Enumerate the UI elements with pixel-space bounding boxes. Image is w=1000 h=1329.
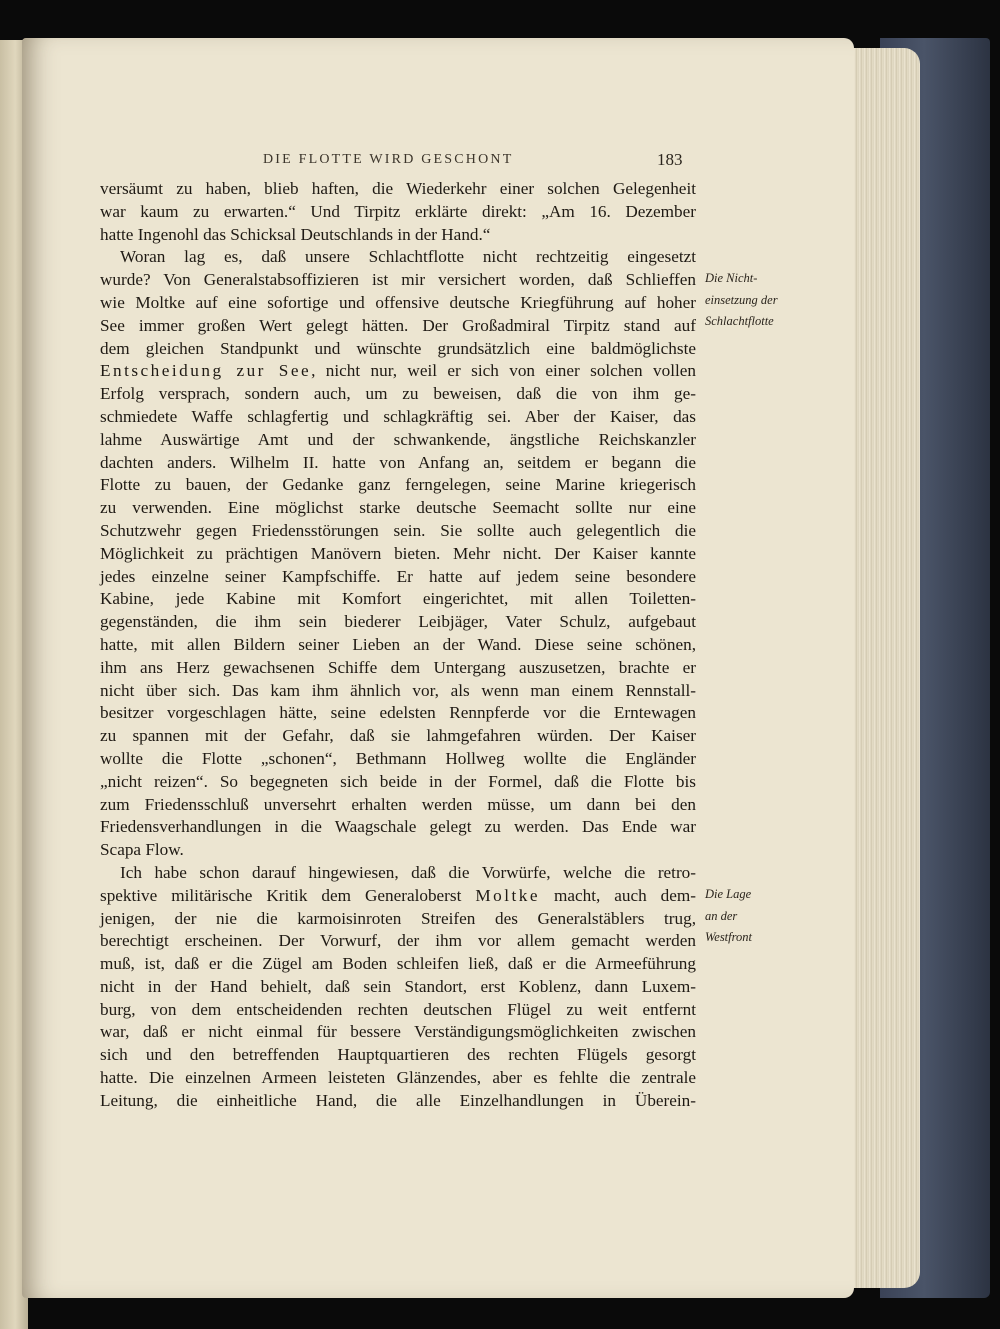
margin-note-line: Die Lage [705, 887, 752, 901]
text-line [100, 452, 696, 475]
margin-note-line: an der [705, 908, 738, 923]
margin-note-line: Schlachtflotte [705, 314, 774, 328]
text-line [100, 999, 696, 1022]
text-line [100, 429, 696, 452]
text-line [100, 360, 696, 383]
text-line [100, 224, 696, 247]
text-line-segment: Friedensverhandlungen in die Waagschale gelegt zu werden. Das Ende war [100, 817, 696, 837]
text-line-segment: Schutzwehr gegen Friedensstörungen sein. Sie sollte auch gelegentlich die [100, 520, 696, 540]
text-line-segment: zu verwenden. Eine möglichst starke deutsche Seemacht sollte nur eine [100, 498, 696, 518]
margin-note-westfront [705, 884, 752, 949]
text-line-segment: war kaum zu erwarten.“ Und Tirpitz erklärte direkt: „Am 16. Dezember [100, 201, 696, 221]
text-line [100, 1021, 696, 1044]
text-line-segment: sich und den betreffenden Hauptquartieren des rechten Flügels gesorgt [100, 1045, 696, 1065]
text-line-segment: jenigen, der nie die karmoisinroten Streifen des Generalstäblers trug, [100, 908, 696, 928]
text-line-segment: spektive militärische Kritik dem Generaloberst [100, 885, 476, 905]
text-line [100, 794, 696, 817]
text-line-segment: , nicht nur, weil er sich von einer solchen vollen [311, 361, 696, 381]
text-line [100, 1067, 696, 1090]
text-line-segment: wurde? Von Generalstabsoffizieren ist mir versichert worden, daß Schlieffen [100, 270, 696, 290]
text-line [100, 680, 696, 703]
text-line [100, 862, 696, 885]
text-line [100, 657, 696, 680]
text-line [100, 725, 696, 748]
text-line [100, 246, 696, 269]
text-line [100, 1090, 696, 1113]
text-line [100, 839, 696, 862]
text-line-segment: Ich habe schon darauf hingewiesen, daß die Vorwürfe, welche die retro- [120, 862, 696, 882]
running-head: DIE FLOTTE WIRD GESCHONT [263, 152, 514, 167]
text-line-segment: muß, ist, daß er die Zügel am Boden schleifen ließ, daß er die Armeeführung [100, 954, 696, 974]
text-line-segment: Erfolg versprach, sondern auch, um zu beweisen, daß die von ihm ge- [100, 384, 696, 404]
text-line [100, 885, 696, 908]
text-line [100, 201, 696, 224]
margin-note-nichteinsetzung [705, 268, 778, 333]
text-line-segment: war, daß er nicht einmal für bessere Verständigungsmöglichkeiten zwischen [100, 1022, 696, 1042]
text-line [100, 383, 696, 406]
text-line [100, 269, 696, 292]
text-line-segment: schmiedete Waffe schlagfertig und schlagkräftig sei. Aber der Kaiser, das [100, 406, 696, 426]
text-line [100, 315, 696, 338]
text-line [100, 566, 696, 589]
spaced-emphasis: Moltke [475, 885, 540, 905]
text-line-segment: hatte, mit allen Bildern seiner Lieben an der Wand. Diese seine schönen, [100, 634, 696, 654]
text-line-segment: dem gleichen Standpunkt und wünschte grundsätzlich eine baldmöglichste [100, 338, 696, 358]
text-line [100, 406, 696, 429]
text-line-segment: zu spannen mit der Gefahr, daß sie lahmgefahren würden. Der Kaiser [100, 726, 696, 746]
text-line [100, 930, 696, 953]
text-line [100, 520, 696, 543]
text-line [100, 953, 696, 976]
body-text [100, 178, 696, 1113]
text-line [100, 474, 696, 497]
margin-note-line: Westfront [705, 930, 752, 944]
text-line [100, 497, 696, 520]
text-line-segment: Flotte zu bauen, der Gedanke ganz ferngelegen, seine Marine kriegerisch [100, 475, 696, 495]
text-line-segment: wollte die Flotte „schonen“, Bethmann Hollweg wollte die Engländer [100, 748, 696, 768]
spaced-emphasis: Entscheidung zur See [100, 361, 312, 381]
text-line [100, 588, 696, 611]
text-line-segment: Möglichkeit zu prächtigen Manövern bieten. Mehr nicht. Der Kaiser kannte [100, 543, 696, 563]
text-line [100, 611, 696, 634]
text-line-segment: jedes einzelne seiner Kampfschiffe. Er hatte auf jedem seine besondere [100, 566, 696, 586]
text-line [100, 178, 696, 201]
text-line-segment: „nicht reizen“. So begegneten sich beide in der Formel, daß die Flotte bis [100, 771, 696, 791]
text-line-segment: zum Friedensschluß unversehrt erhalten werden müsse, um dann bei den [100, 794, 696, 814]
text-line-segment: Scapa Flow. [100, 840, 184, 860]
page-number: 183 [657, 150, 683, 169]
margin-note-line: Die Nicht- [705, 271, 758, 285]
text-line-segment: Leitung, die einheitliche Hand, die alle Einzelhandlungen in Überein- [100, 1090, 696, 1110]
text-line [100, 543, 696, 566]
text-line [100, 702, 696, 725]
text-line-segment: lahme Auswärtige Amt und der schwankende, ängstliche Reichskanzler [100, 429, 696, 449]
text-line [100, 771, 696, 794]
text-line-segment: burg, von dem entscheidenden rechten deutschen Flügel zu weit entfernt [100, 999, 696, 1019]
text-line [100, 634, 696, 657]
text-line-segment: berechtigt erscheinen. Der Vorwurf, der ihm vor allem gemacht werden [100, 931, 696, 951]
text-line-segment: versäumt zu haben, blieb haften, die Wiederkehr einer solchen Gelegenheit [100, 179, 696, 198]
text-line-segment: wie Moltke auf eine sofortige und offensive deutsche Kriegführung auf hoher [100, 292, 696, 312]
text-line-segment: ihm ans Herz gewachsenen Schiffe dem Untergang auszusetzen, brachte er [100, 657, 696, 677]
text-line [100, 1044, 696, 1067]
text-line [100, 908, 696, 931]
text-line-segment: Woran lag es, daß unsere Schlachtflotte nicht rechtzeitig eingesetzt [120, 247, 696, 267]
text-line-segment: hatte. Die einzelnen Armeen leisteten Glänzendes, aber es fehlte die zentrale [100, 1068, 696, 1088]
text-line [100, 748, 696, 771]
text-line-segment: See immer großen Wert gelegt hätten. Der Großadmiral Tirpitz stand auf [100, 315, 696, 335]
margin-note-line: einsetzung der [705, 292, 778, 307]
text-line-segment: macht, auch dem- [540, 885, 696, 905]
text-line [100, 292, 696, 315]
text-line-segment: dachten anders. Wilhelm II. hatte von Anfang an, seitdem er begann die [100, 452, 696, 472]
text-line-segment: Kabine, jede Kabine mit Komfort eingerichtet, mit allen Toiletten- [100, 589, 696, 609]
text-line-segment: hatte Ingenohl das Schicksal Deutschlands in der Hand.“ [100, 224, 491, 244]
text-line-segment: nicht in der Hand behielt, daß sein Standort, erst Koblenz, dann Luxem- [100, 976, 696, 996]
text-line [100, 976, 696, 999]
text-line-segment: nicht über sich. Das kam ihm ähnlich vor, als wenn man einem Rennstall- [100, 680, 696, 700]
text-line-segment: besitzer vorgeschlagen hätte, seine edelsten Rennpferde vor die Erntewagen [100, 703, 696, 723]
text-line-segment: gegenständen, die ihm sein biederer Leibjäger, Vater Schulz, aufgebaut [100, 612, 696, 632]
text-line [100, 338, 696, 361]
text-line [100, 816, 696, 839]
